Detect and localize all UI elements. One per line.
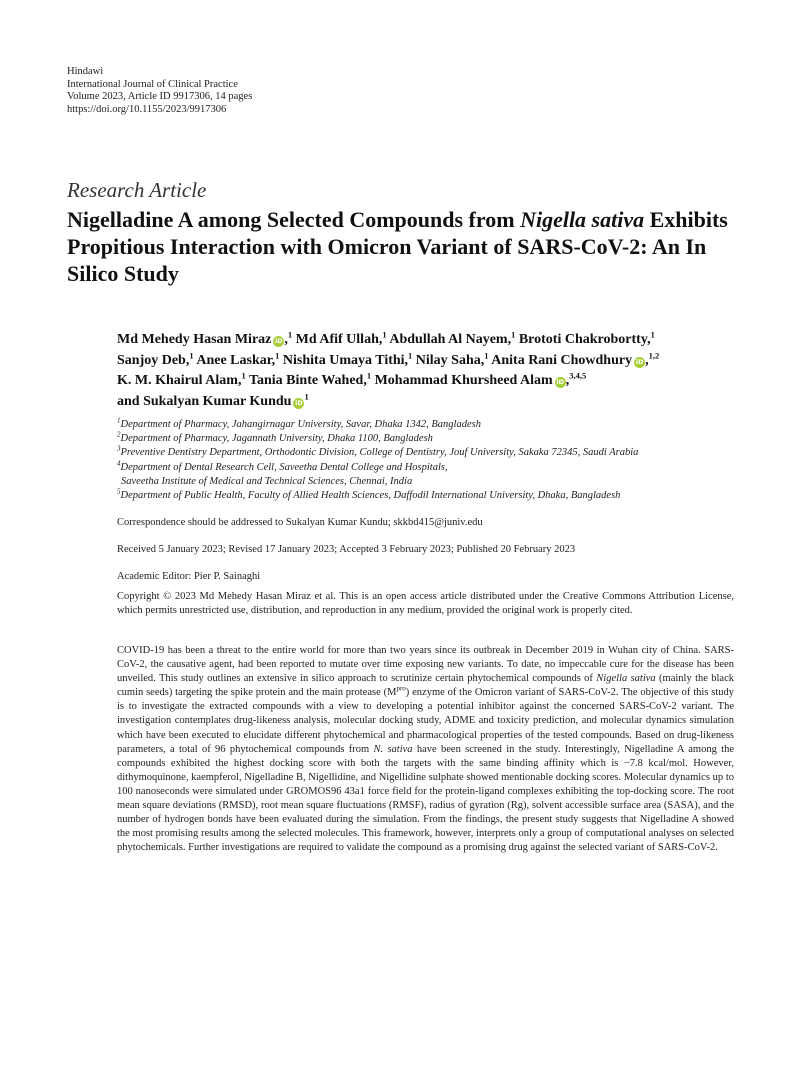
author-name: Sanjoy Deb xyxy=(117,352,186,368)
abstract xyxy=(117,644,734,855)
affiliation-line xyxy=(117,489,747,503)
author-affiliation-number: 3,4,5 xyxy=(569,370,587,381)
author: Nilay Saha,$^1$ xyxy=(415,349,489,368)
affiliation-number: 5 xyxy=(117,487,121,496)
author-affiliation-number: 1 xyxy=(287,329,293,340)
author: Anee Laskar,$^1$ xyxy=(196,349,280,368)
journal-name: International Journal of Clinical Practice xyxy=(67,78,238,90)
affiliation-line xyxy=(117,461,747,475)
affiliation-line xyxy=(117,432,747,446)
affiliation-text: Department of Pharmacy, Jagannath University, Dhaka 1100, Bangladesh xyxy=(120,433,433,445)
author-affiliation-number: 1,2 xyxy=(648,349,660,360)
author-affiliation-number: 1 xyxy=(382,329,387,340)
abstract-species-2: N. sativa xyxy=(373,743,413,755)
academic-editor: Academic Editor: Pier P. Sainaghi xyxy=(117,571,261,582)
affiliation-line xyxy=(117,475,747,489)
author: Md Afif Ullah,$^1$ xyxy=(295,329,387,347)
author-name: Abdullah Al Nayem xyxy=(389,332,508,347)
author: K. M. Khairul Alam,$^1$ xyxy=(117,370,246,388)
author-list xyxy=(117,330,737,412)
author-name: Md Mehedy Hasan Miraz xyxy=(117,332,272,347)
author-affiliation-number: 1 xyxy=(366,370,372,381)
author-affiliation-number: 1 xyxy=(408,349,413,360)
author-name: Nilay Saha xyxy=(415,352,481,368)
abstract-text-3: ) enzyme of the Omicron variant of SARS-CoV-2. The objective of this study is to investigate the extracted compounds with a view to developing a potential inhibitor against the concerned SARS-CoV-2 variant. The investigation contemplates drug-likeness analysis, molecular docking study, ADME and toxicity prediction, and molecular dynamics simulation which have been executed to elucidate different phytochemical and pharmacological properties of the tested compounds. Based on drug-likeness parameters, a total of 96 phytochemical compounds from xyxy=(117,687,734,755)
author-name: Anee Laskar xyxy=(196,352,272,368)
author: Tania Binte Wahed,$^1$ xyxy=(248,370,372,388)
correspondence: Correspondence should be addressed to Sukalyan Kumar Kundu; skkbd415@juniv.edu xyxy=(117,517,483,528)
affiliation-text: Department of Public Health, Faculty of Allied Health Sciences, Daffodil International University, Dhaka, Bangladesh xyxy=(120,490,621,502)
author-affiliation-number: 1 xyxy=(241,370,246,381)
journal-header xyxy=(67,66,252,116)
article-type: Research Article xyxy=(67,178,207,202)
orcid-icon[interactable]: iD xyxy=(295,398,303,407)
author xyxy=(143,390,309,409)
publication-dates: Received 5 January 2023; Revised 17 January 2023; Accepted 3 February 2023; Published 20 February 2023 xyxy=(117,544,576,555)
publisher-name: Hindawi xyxy=(67,66,104,77)
author: Sanjoy Deb,$^1$ xyxy=(117,349,194,368)
author-name: Md Afif Ullah xyxy=(295,332,379,347)
abstract-species-1: Nigella sativa xyxy=(596,673,656,685)
author: Anita Rani Chowdhury iD ,$^{1,2}$ xyxy=(491,349,660,368)
author-affiliation-number: 1 xyxy=(275,349,280,360)
doi-link[interactable]: https://doi.org/10.1155/2023/9917306 xyxy=(67,103,227,115)
author-name: Tania Binte Wahed xyxy=(248,373,364,388)
copyright-notice: Copyright © 2023 Md Mehedy Hasan Miraz et al. This is an open access article distributed under the Creative Commons Attribution License, which permits unrestricted use, distribution, and reproduction in any medium, provided the original work is properly cited. xyxy=(117,591,734,617)
author: Md Mehedy Hasan Miraz iD ,$^1$ xyxy=(117,329,293,347)
author-affiliation-number: 1 xyxy=(189,349,194,360)
author-name: Anita Rani Chowdhury xyxy=(491,352,633,368)
affiliation-number: 4 xyxy=(117,459,121,468)
affiliation-text: Preventive Dentistry Department, Orthodontic Division, College of Dentistry, Jouf University, Sakaka 72345, Saudi Arabia xyxy=(120,447,639,459)
orcid-icon[interactable]: iD xyxy=(275,337,283,345)
author-affiliation-number: 1 xyxy=(650,329,655,340)
author: Brototi Chakrobortty,$^1$ xyxy=(518,329,655,347)
affiliation-text: Saveetha Institute of Medical and Technical Sciences, Chennai, India xyxy=(121,475,413,487)
author: Abdullah Al Nayem,$^1$ xyxy=(389,329,516,347)
author-name: Brototi Chakrobortty xyxy=(518,332,648,347)
author-affiliation-number: 1 xyxy=(484,349,489,360)
author: Nishita Umaya Tithi,$^1$ xyxy=(282,349,413,368)
affiliation-list xyxy=(117,418,747,503)
author-name: K. M. Khairul Alam xyxy=(117,373,238,388)
affiliation-number: 2 xyxy=(117,430,121,439)
article-title xyxy=(67,206,737,287)
title-part-2: Exhibits Propitious Interaction with Omicron Variant of SARS-CoV-2: An In Silico Study xyxy=(67,207,728,286)
affiliation-line xyxy=(117,446,747,460)
title-part-1: Nigelladine A among Selected Compounds from xyxy=(67,207,521,232)
volume-info: Volume 2023, Article ID 9917306, 14 pages xyxy=(67,91,253,103)
affiliation-text: Department of Dental Research Cell, Saveetha Dental College and Hospitals, xyxy=(120,461,448,473)
title-species: Nigella sativa xyxy=(520,207,645,232)
affiliation-text: Department of Pharmacy, Jahangirnagar University, Savar, Dhaka 1342, Bangladesh xyxy=(120,419,481,430)
author-affiliation-number: 1 xyxy=(304,390,309,401)
affiliation-line xyxy=(117,418,747,432)
orcid-icon[interactable]: iD xyxy=(635,357,644,366)
abstract-text-2: (mainly the black cumin seeds) targeting the spike protein and the main protease (M xyxy=(117,673,735,699)
author-affiliation-number: 1 xyxy=(511,329,516,340)
author-name: Sukalyan Kumar Kundu xyxy=(143,393,292,409)
orcid-icon[interactable]: iD xyxy=(556,378,565,386)
abstract-superscript: pro xyxy=(396,684,406,693)
author: Mohammad Khursheed Alam iD ,$^{3,4,5}$ xyxy=(374,370,587,388)
authors-conjunction: and xyxy=(117,393,140,409)
abstract-text-1: COVID-19 has been a threat to the entire world for more than two years since its outbreak in December 2019 in Wuhan city of China. SARS-CoV-2, the causative agent, had been reported to mutate over time exposing new variants. To date, no impeccable cure for the disease has been unveiled. This study outlines an extensive in silico approach to scrutinize certain phytochemical compounds of xyxy=(117,645,734,685)
author-name: Nishita Umaya Tithi xyxy=(282,352,405,368)
affiliation-number: 1 xyxy=(117,416,121,425)
abstract-text-4: have been screened in the study. Interestingly, Nigelladine A among the compounds exhibited the highest docking score with both the targets with the same binding affinity which is −7.8 kcal/mol. However, dithymoquinone, kaempferol, Nigelladine B, Nigellidine, and Nigellidine sulphate showed mentionable docking scores. Molecular dynamics up to 100 nanoseconds were simulated under GROMOS96 43a1 force field for the protein-ligand complexes exhibiting the top-docking score. The root mean square deviations (RMSD), root mean square fluctuations (RMSF), radius of gyration (Rg), solvent accessible surface area (SASA), and the number of hydrogen bonds have been evaluated during the simulation. From the findings, the present study suggests that Nigelladine A showed the most promising results among the selected molecules. This framework, however, interprets only a group of computational analyses on selected phytochemicals. Further investigations are required to validate the compound as a promising drug against the selected variant of SARS-CoV-2. xyxy=(117,743,734,854)
affiliation-number: 3 xyxy=(117,444,121,453)
author-name: Mohammad Khursheed Alam xyxy=(374,373,553,388)
